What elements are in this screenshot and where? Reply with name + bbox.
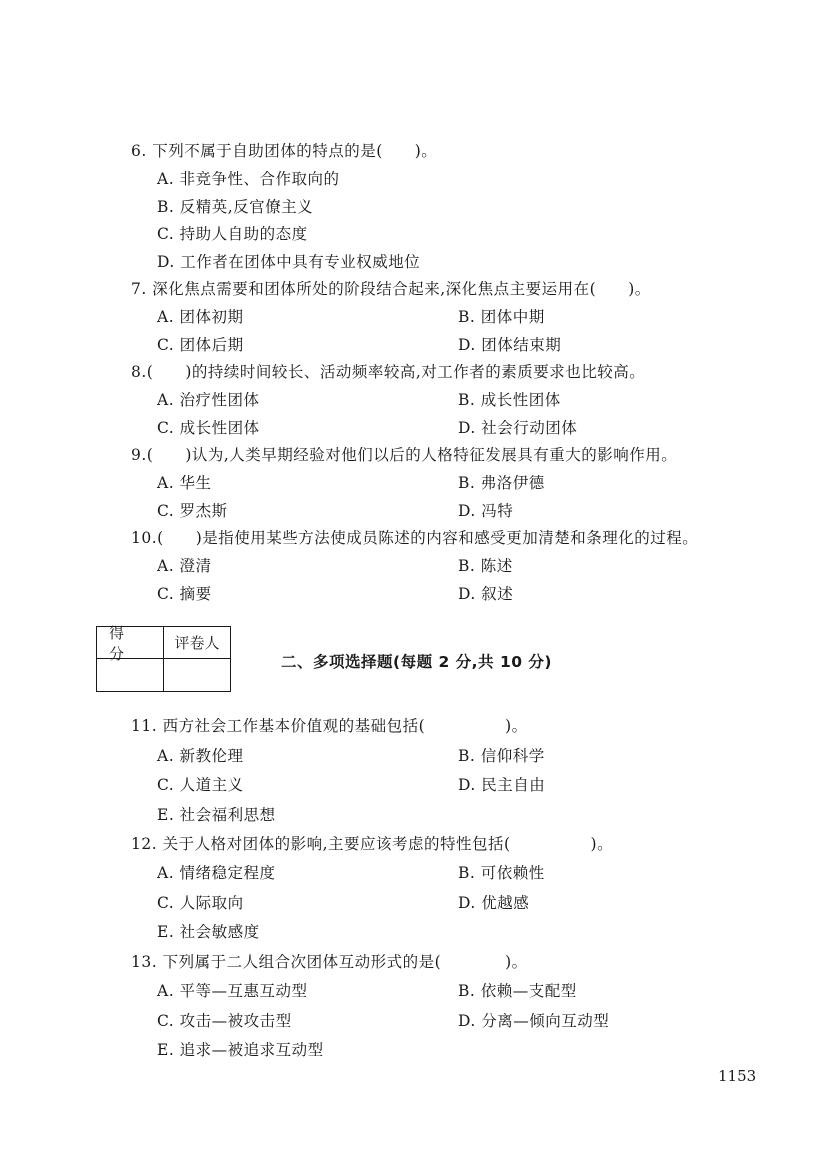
option-7b: B. 团体中期: [458, 308, 545, 326]
option-9a: A. 华生: [157, 474, 212, 492]
question-11: 11. 西方社会工作基本价值观的基础包括( )。: [131, 717, 528, 735]
option-7c: C. 团体后期: [157, 336, 244, 354]
option-6b: B. 反精英,反官僚主义: [157, 198, 314, 216]
option-13a: A. 平等—互惠互动型: [157, 982, 308, 1000]
question-12: 12. 关于人格对团体的影响,主要应该考虑的特性包括( )。: [131, 835, 614, 853]
option-7a: A. 团体初期: [157, 308, 244, 326]
option-13c: C. 攻击—被攻击型: [157, 1012, 292, 1030]
score-table: [96, 623, 231, 692]
option-6c: C. 持助人自助的态度: [157, 225, 308, 243]
option-13b: B. 依赖—支配型: [458, 982, 577, 1000]
option-8b: B. 成长性团体: [458, 391, 561, 409]
page-number: 1153: [718, 1067, 757, 1085]
score-cell: [97, 659, 164, 691]
option-8c: C. 成长性团体: [157, 419, 260, 437]
option-12a: A. 情绪稳定程度: [157, 864, 276, 882]
option-12c: C. 人际取向: [157, 894, 244, 912]
option-9c: C. 罗杰斯: [157, 502, 228, 520]
option-12e: E. 社会敏感度: [157, 923, 260, 941]
question-6: 6. 下列不属于自助团体的特点的是( )。: [131, 142, 438, 160]
option-6d: D. 工作者在团体中具有专业权威地位: [157, 253, 421, 271]
grader-label: 评卷人: [164, 627, 230, 659]
option-11d: D. 民主自由: [458, 776, 546, 794]
question-8: 8.( )的持续时间较长、活动频率较高,对工作者的素质要求也比较高。: [131, 363, 646, 381]
option-11b: B. 信仰科学: [458, 747, 545, 765]
option-8d: D. 社会行动团体: [458, 419, 578, 437]
grader-cell: [164, 659, 230, 691]
option-9b: B. 弗洛伊德: [458, 474, 545, 492]
option-11a: A. 新教伦理: [157, 747, 244, 765]
option-6a: A. 非竞争性、合作取向的: [157, 170, 340, 188]
question-10: 10.( )是指使用某些方法使成员陈述的内容和感受更加清楚和条理化的过程。: [131, 529, 699, 547]
option-12b: B. 可依赖性: [458, 864, 545, 882]
option-11c: C. 人道主义: [157, 776, 244, 794]
option-10c: C. 摘要: [157, 585, 212, 603]
option-9d: D. 冯特: [458, 502, 514, 520]
option-10a: A. 澄清: [157, 557, 212, 575]
question-7: 7. 深化焦点需要和团体所处的阶段结合起来,深化焦点主要运用在( )。: [131, 280, 651, 298]
option-8a: A. 治疗性团体: [157, 391, 260, 409]
option-10d: D. 叙述: [458, 585, 514, 603]
score-label: 得分: [97, 627, 164, 659]
option-10b: B. 陈述: [458, 557, 513, 575]
option-12d: D. 优越感: [458, 894, 530, 912]
option-11e: E. 社会福利思想: [157, 806, 276, 824]
section-title: 二、多项选择题(每题 2 分,共 10 分): [281, 653, 552, 671]
question-13: 13. 下列属于二人组合次团体互动形式的是( )。: [131, 953, 528, 971]
option-13e: E. 追求—被追求互动型: [157, 1041, 324, 1059]
question-9: 9.( )认为,人类早期经验对他们以后的人格特征发展具有重大的影响作用。: [131, 446, 678, 464]
option-7d: D. 团体结束期: [458, 336, 562, 354]
option-13d: D. 分离—倾向互动型: [458, 1012, 610, 1030]
